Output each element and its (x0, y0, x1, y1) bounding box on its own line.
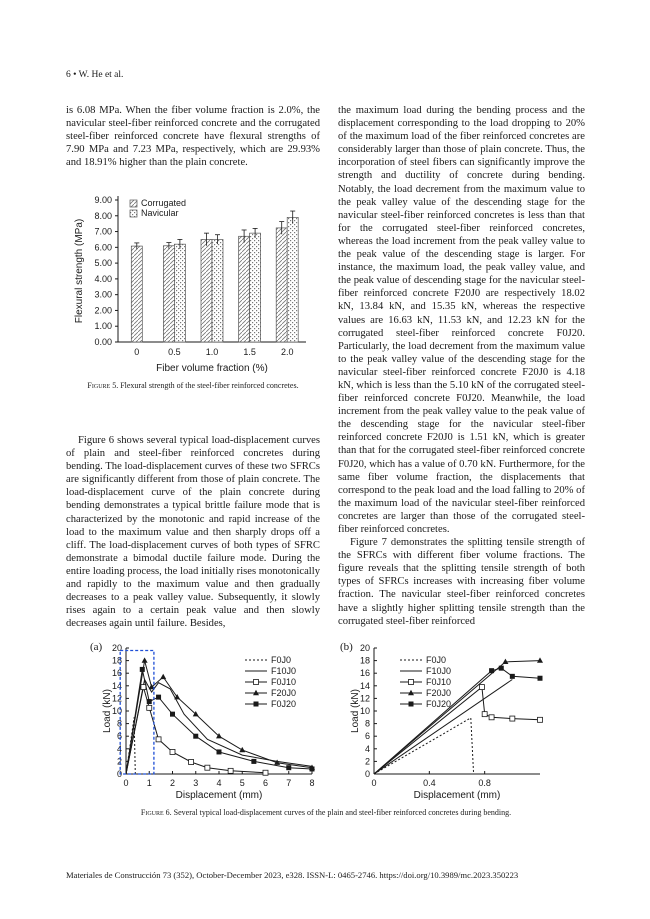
legend-label: F0J0 (426, 655, 447, 665)
marker (537, 657, 543, 662)
y-tick-label: 12 (111, 693, 122, 704)
y-tick-label: 2.00 (94, 305, 112, 316)
marker (254, 702, 259, 707)
bar-navicular (212, 239, 223, 342)
y-tick-label: 8.00 (94, 210, 112, 221)
marker (479, 685, 484, 690)
y-tick-label: 2 (364, 756, 370, 767)
x-tick-label: 0.8 (478, 778, 491, 788)
y-tick-label: 10 (111, 706, 122, 716)
paragraph: Figure 6 shows several typical load-displacement curves of plain and steel-fiber reinforced concretes during bending. The load-displacement curves of these two SFRCs are significantly different from those of plain concrete. The load-displacement curve of the plain concrete during bending demonstrates a typical brittle failure mode that is characterized by the monotonic and rapid increase of the load to the maximum value and then sharply drops off a cliff. The load-displacement curves of both types of SFRC demonstrate a bimodal ductile failure mode. During the entire loading process, the load initially rises monotonically and rapidly to the maximum value and then gradually decreases to a peak valley value. Subsequently, it slowly rises again to a certain peak value and then slowly decreases again until failure. Besides, (66, 435, 320, 630)
x-tick-label: 0 (134, 347, 140, 357)
y-tick-label: 14 (111, 680, 122, 691)
x-tick-label: 1.0 (205, 347, 219, 357)
y-tick-label: 20 (111, 643, 122, 653)
x-axis-title: Displacement (mm) (413, 790, 501, 801)
figure-6-caption (66, 808, 586, 818)
x-axis-title: Displacement (mm) (175, 790, 263, 801)
marker (228, 768, 233, 773)
y-tick-label: 8 (364, 718, 370, 729)
y-tick-label: 16 (359, 668, 370, 679)
y-tick-label: 3.00 (94, 289, 112, 300)
figure-5-caption (66, 381, 320, 391)
marker (263, 770, 268, 775)
series-line-f0j10 (374, 687, 540, 774)
y-tick-label: 1.00 (94, 321, 112, 332)
marker (251, 759, 256, 764)
y-tick-label: 0 (116, 769, 122, 779)
marker (489, 668, 494, 673)
paragraph: the maximum load during the bending process and the displacement corresponding to the load dropping to 20% of the maximum load of the fiber reinforced concretes are considerably larger than those of plain concrete. Thus, the incorporation of steel fibers can significantly improve the strength and ductility of concrete during bending. Notably, the load decrement from the maximum value to the peak valley value of the descending stage for the navicular steel-fiber reinforced concretes is less than that for the corrugated steel-fiber reinforced concretes, whereas the load increment from the peak valley value to the peak value of the descending stage is larger. For instance, the maximum load, the peak valley value, and the peak value of descending stage for the navicular steel-fiber reinforced concrete F20J0 are respectively 18.02 kN, 13.84 kN, and 15.35 kN, whereas the respective values are 16.63 kN, 11.53 kN, and 12.23 kN for the corrugated steel-fiber reinforced concrete F0J20. Particularly, the load decrement from the maximum value to the peak valley value of the descending stage for the navicular steel-fiber reinforced concrete F20J0 is 4.18 kN, which is less than the 5.10 kN of the corrugated steel-fiber reinforced concrete F0J20. Meanwhile, the load increment from the peak valley value to the peak value of the descending stage for the navicular steel-fiber reinforced concrete F20J0 is 1.51 kN, which is greater than that for the corrugated steel-fiber reinforced concrete F0J20, which has a value of 0.70 kN. Furthermore, for the same fiber volume fraction, the displacements that correspond to the peak load and the load falling to 20% of the maximum load of the navicular steel-fiber reinforced concretes are larger than those of the corrugated steel-fiber reinforced concretes. (338, 105, 585, 535)
marker (239, 747, 245, 752)
marker (156, 695, 161, 700)
bar-corrugated (163, 246, 174, 342)
legend-label: F0J0 (271, 655, 292, 665)
figure-6a-chart (100, 640, 325, 810)
y-tick-label: 16 (111, 668, 122, 679)
bar-navicular (250, 233, 261, 342)
caption-label: Figure 5. (87, 381, 119, 390)
legend-label: F20J0 (426, 688, 452, 698)
marker (409, 680, 414, 685)
series-line-f0j0 (374, 718, 474, 774)
y-tick-label: 6 (364, 731, 370, 742)
paragraph: Figure 7 demonstrates the splitting tensile strength of the SFRCs with different fiber volume fractions. The figure reveals that the splitting tensile strength of both types of SFRCs increases with increasing fiber volume fraction. The navicular steel-fiber reinforced concretes have a slightly higher splitting tensile strength than the corrugated steel-fiber reinforced (338, 537, 585, 627)
marker (141, 685, 146, 690)
figure-5-chart (66, 188, 320, 378)
caption-text: Several typical load-displacement curves of the plain and steel-fiber reinforced concretes during bending. (173, 808, 512, 817)
legend-label: F0J20 (426, 699, 452, 709)
legend-swatch (130, 200, 137, 207)
y-tick-label: 2 (116, 756, 122, 767)
zoom-region-box (120, 651, 154, 774)
marker (189, 760, 194, 765)
marker (499, 666, 504, 671)
y-tick-label: 12 (359, 693, 370, 704)
x-tick-label: 0 (371, 778, 377, 788)
legend-label: F10J0 (271, 666, 297, 676)
footer: Materiales de Construcción 73 (352), October-December 2023, e328. ISSN-L: 0465-2746. https://doi.org/10.3989/mc.2023.350223 (66, 870, 519, 880)
marker (489, 715, 494, 720)
y-axis-title: Load (kN) (102, 689, 113, 733)
y-tick-label: 18 (359, 655, 370, 666)
figure-6b-chart (348, 640, 548, 810)
y-tick-label: 9.00 (94, 195, 112, 205)
caption-text: Flexural strength of the steel-fiber reinforced concretes. (120, 381, 299, 390)
y-tick-label: 20 (359, 643, 370, 653)
y-axis-title: Load (kN) (350, 689, 361, 733)
marker (510, 674, 515, 679)
y-tick-label: 8 (116, 718, 122, 729)
marker (193, 734, 198, 739)
x-tick-label: 1.5 (243, 347, 256, 357)
y-tick-label: 7.00 (94, 226, 112, 237)
y-axis-title: Flexural strength (MPa) (74, 218, 85, 324)
marker (160, 674, 166, 679)
marker (147, 705, 152, 710)
y-tick-label: 0.00 (94, 337, 112, 347)
y-tick-label: 18 (111, 655, 122, 666)
legend-label: F10J0 (426, 666, 452, 676)
x-tick-label: 7 (286, 778, 292, 788)
x-tick-label: 5 (239, 778, 245, 788)
marker (156, 737, 161, 742)
marker (140, 667, 145, 672)
x-tick-label: 0 (123, 778, 129, 788)
marker (482, 712, 487, 717)
marker (217, 749, 222, 754)
marker (538, 676, 543, 681)
bar-navicular (287, 217, 298, 342)
legend-label: F20J0 (271, 688, 297, 698)
legend-label: Corrugated (141, 198, 187, 208)
marker (254, 680, 259, 685)
legend-label: F0J10 (426, 677, 452, 687)
x-tick-label: 4 (216, 778, 222, 788)
legend-label: F0J20 (271, 699, 297, 709)
x-tick-label: 0.5 (168, 347, 181, 357)
bar-corrugated (276, 228, 287, 342)
body-text-left-top (66, 104, 320, 169)
y-tick-label: 4.00 (94, 273, 112, 284)
bar-navicular (174, 244, 185, 342)
y-tick-label: 0 (364, 769, 370, 779)
x-tick-label: 6 (262, 778, 269, 788)
x-tick-label: 2 (169, 778, 176, 788)
marker (170, 712, 175, 717)
marker (147, 699, 152, 704)
body-text-left-bottom (66, 434, 320, 630)
marker (310, 766, 315, 771)
marker (170, 749, 175, 754)
bar-corrugated (201, 239, 212, 342)
marker (286, 765, 291, 770)
running-head: 6 • W. He et al. (66, 70, 124, 80)
legend-label: Navicular (141, 208, 179, 218)
body-text-right (338, 104, 585, 628)
caption-label: Figure 6. (140, 808, 172, 817)
x-tick-label: 3 (193, 778, 199, 788)
x-tick-label: 1 (146, 778, 152, 788)
marker (538, 717, 543, 722)
x-tick-label: 8 (309, 778, 315, 788)
y-tick-label: 6 (116, 731, 122, 742)
legend-swatch (130, 210, 137, 217)
legend-label: F0J10 (271, 677, 297, 687)
panel-b-label: (b) (340, 641, 353, 653)
y-tick-label: 10 (359, 706, 370, 716)
y-tick-label: 6.00 (94, 242, 112, 253)
panel-a-label: (a) (90, 641, 103, 653)
marker (409, 702, 414, 707)
x-tick-label: 0.4 (423, 778, 436, 788)
y-tick-label: 14 (359, 680, 370, 691)
y-tick-label: 4 (116, 743, 122, 754)
bar-corrugated (239, 236, 250, 342)
bar-corrugated (131, 246, 142, 342)
y-tick-label: 5.00 (94, 258, 112, 269)
y-tick-label: 4 (364, 743, 370, 754)
x-axis-title: Fiber volume fraction (%) (156, 363, 268, 374)
marker (205, 765, 210, 770)
x-tick-label: 2.0 (280, 347, 294, 357)
paragraph: is 6.08 MPa. When the fiber volume fraction is 2.0%, the navicular steel-fiber reinforced concrete and the corrugated steel-fiber reinforced concrete have flexural strengths of 7.90 MPa and 7.23 MPa, respectively, which are 29.93% and 18.91% higher than the plain concrete. (66, 105, 320, 169)
marker (142, 657, 148, 662)
marker (510, 716, 515, 721)
